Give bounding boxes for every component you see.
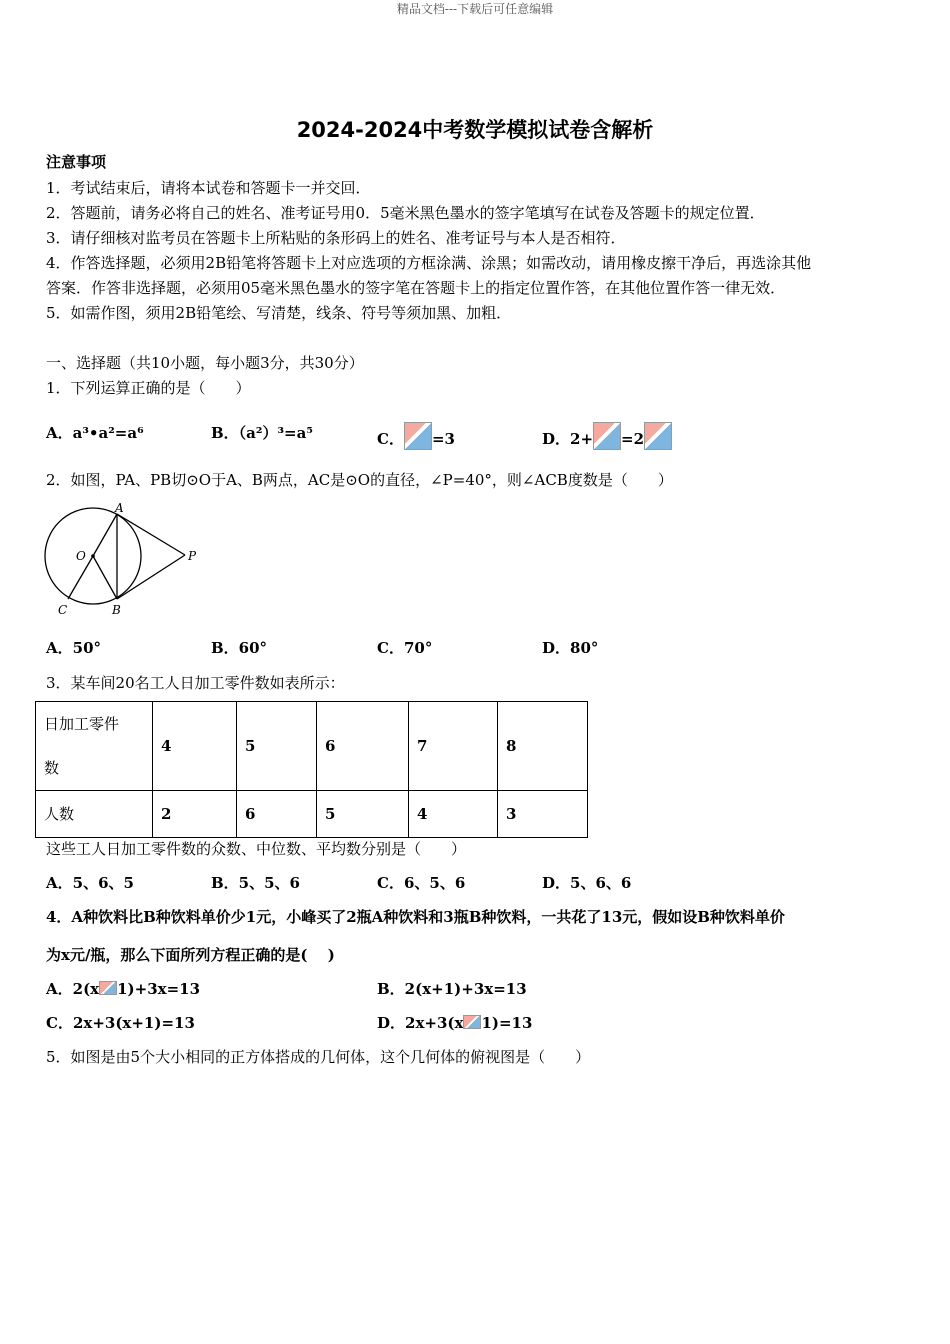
- q1-option-a: A．a³•a²=a⁶: [46, 424, 144, 442]
- q4-option-a-label: A．2(x: [46, 980, 100, 998]
- label-o: O: [76, 549, 86, 563]
- tangent-pb: [117, 555, 185, 599]
- table-cell: 4: [153, 702, 237, 791]
- page-header: 精品文档---下载后可任意编辑: [396, 2, 554, 16]
- q2-option-a: A．50°: [46, 639, 102, 657]
- q3-table: [35, 701, 588, 838]
- q1-stem: 1．下列运算正确的是（ ）: [46, 379, 251, 397]
- q1-option-c-tail: =3: [431, 430, 455, 448]
- q3-option-c: C．6、5、6: [377, 874, 466, 892]
- formula-image-icon: [404, 422, 432, 450]
- label-a: A: [115, 501, 124, 515]
- q1-option-c-label: C．: [377, 430, 404, 448]
- table-cell: 5: [237, 702, 317, 791]
- notice-heading: 注意事项: [46, 153, 107, 171]
- notice-item: 4．作答选择题，必须用2B铅笔将答题卡上对应选项的方框涂满、涂黑；如需改动，请用橡皮擦干净后，再选涂其他: [46, 254, 812, 272]
- q1-option-c: [377, 422, 455, 450]
- tangent-pa: [117, 514, 185, 555]
- notice-item: 3．请仔细核对监考员在答题卡上所粘贴的条形码上的姓名、准考证号与本人是否相符．: [46, 229, 626, 247]
- notice-item: 1．考试结束后，请将本试卷和答题卡一并交回．: [46, 179, 371, 197]
- formula-image-icon: [593, 422, 621, 450]
- table-cell: 日加工零件 数: [36, 702, 153, 791]
- table-row: [36, 791, 588, 838]
- table-cell: 6: [237, 791, 317, 838]
- q1-option-b: B．（a²）³=a⁵: [211, 424, 313, 442]
- radius-oa: [93, 514, 117, 556]
- q2-stem: 2．如图，PA、PB切⊙O于A、B两点，AC是⊙O的直径，∠P=40°，则∠ACB度数是（ ）: [46, 471, 673, 489]
- radius-ob: [93, 556, 117, 599]
- table-cell: 4: [409, 791, 498, 838]
- notice-item: 5．如需作图，须用2B铅笔绘、写清楚，线条、符号等须加黑、加粗．: [46, 304, 512, 322]
- label-b: B: [112, 603, 121, 617]
- q4-option-b: B．2(x+1)+3x=13: [377, 980, 527, 998]
- table-cell: 8: [498, 702, 588, 791]
- q4-option-d-tail: 1)=13: [481, 1014, 533, 1032]
- q3-option-d: D．5、6、6: [542, 874, 632, 892]
- center-point: [91, 554, 95, 558]
- q4-stem-line1: 4．A种饮料比B种饮料单价少1元，小峰买了2瓶A种饮料和3瓶B种饮料，一共花了13元，假如设B种饮料单价: [46, 908, 785, 926]
- q5-stem: 5．如图是由5个大小相同的正方体搭成的几何体，这个几何体的俯视图是（ ）: [46, 1048, 591, 1066]
- table-cell: 7: [409, 702, 498, 791]
- q2-option-c: C．70°: [377, 639, 433, 657]
- q3-option-b: B．5、5、6: [211, 874, 300, 892]
- q4-option-a-tail: 1)+3x=13: [117, 980, 201, 998]
- q4-option-a: [46, 978, 200, 999]
- q3-followup: 这些工人日加工零件数的众数、中位数、平均数分别是（ ）: [46, 840, 467, 858]
- formula-image-icon: [99, 981, 117, 995]
- q4-stem-line2: 为x元/瓶，那么下面所列方程正确的是( ): [46, 946, 335, 964]
- q4-option-d: [377, 1012, 532, 1033]
- q1-option-d: [542, 422, 672, 450]
- table-cell: 2: [153, 791, 237, 838]
- q1-option-d-label: D．2+: [542, 430, 594, 448]
- circle-tangent-figure: [40, 500, 210, 625]
- q3-option-a: A．5、6、5: [46, 874, 134, 892]
- section-heading: 一、选择题（共10小题，每小题3分，共30分）: [46, 354, 364, 372]
- label-p: P: [188, 549, 197, 563]
- q3-stem: 3．某车间20名工人日加工零件数如表所示：: [46, 674, 345, 692]
- q4-option-c: C．2x+3(x+1)=13: [46, 1014, 195, 1032]
- formula-image-icon: [463, 1015, 481, 1029]
- label-c: C: [58, 603, 68, 617]
- notice-item: 答案．作答非选择题，必须用05毫米黑色墨水的签字笔在答题卡上的指定位置作答，在其他位置作答一律无效．: [46, 279, 786, 297]
- table-cell: 3: [498, 791, 588, 838]
- notice-item: 2．答题前，请务必将自己的姓名、准考证号用0．5毫米黑色墨水的签字笔填写在试卷及答题卡的规定位置．: [46, 204, 765, 222]
- table-row: [36, 702, 588, 791]
- q2-option-b: B．60°: [211, 639, 268, 657]
- table-cell: 人数: [36, 791, 153, 838]
- table-cell: 5: [317, 791, 409, 838]
- page-title: 2024-2024中考数学模拟试卷含解析: [296, 118, 654, 142]
- q1-option-d-mid: =2: [621, 430, 645, 448]
- table-cell: 6: [317, 702, 409, 791]
- formula-image-icon: [644, 422, 672, 450]
- q2-option-d: D．80°: [542, 639, 599, 657]
- q4-option-d-label: D．2x+3(x: [377, 1014, 464, 1032]
